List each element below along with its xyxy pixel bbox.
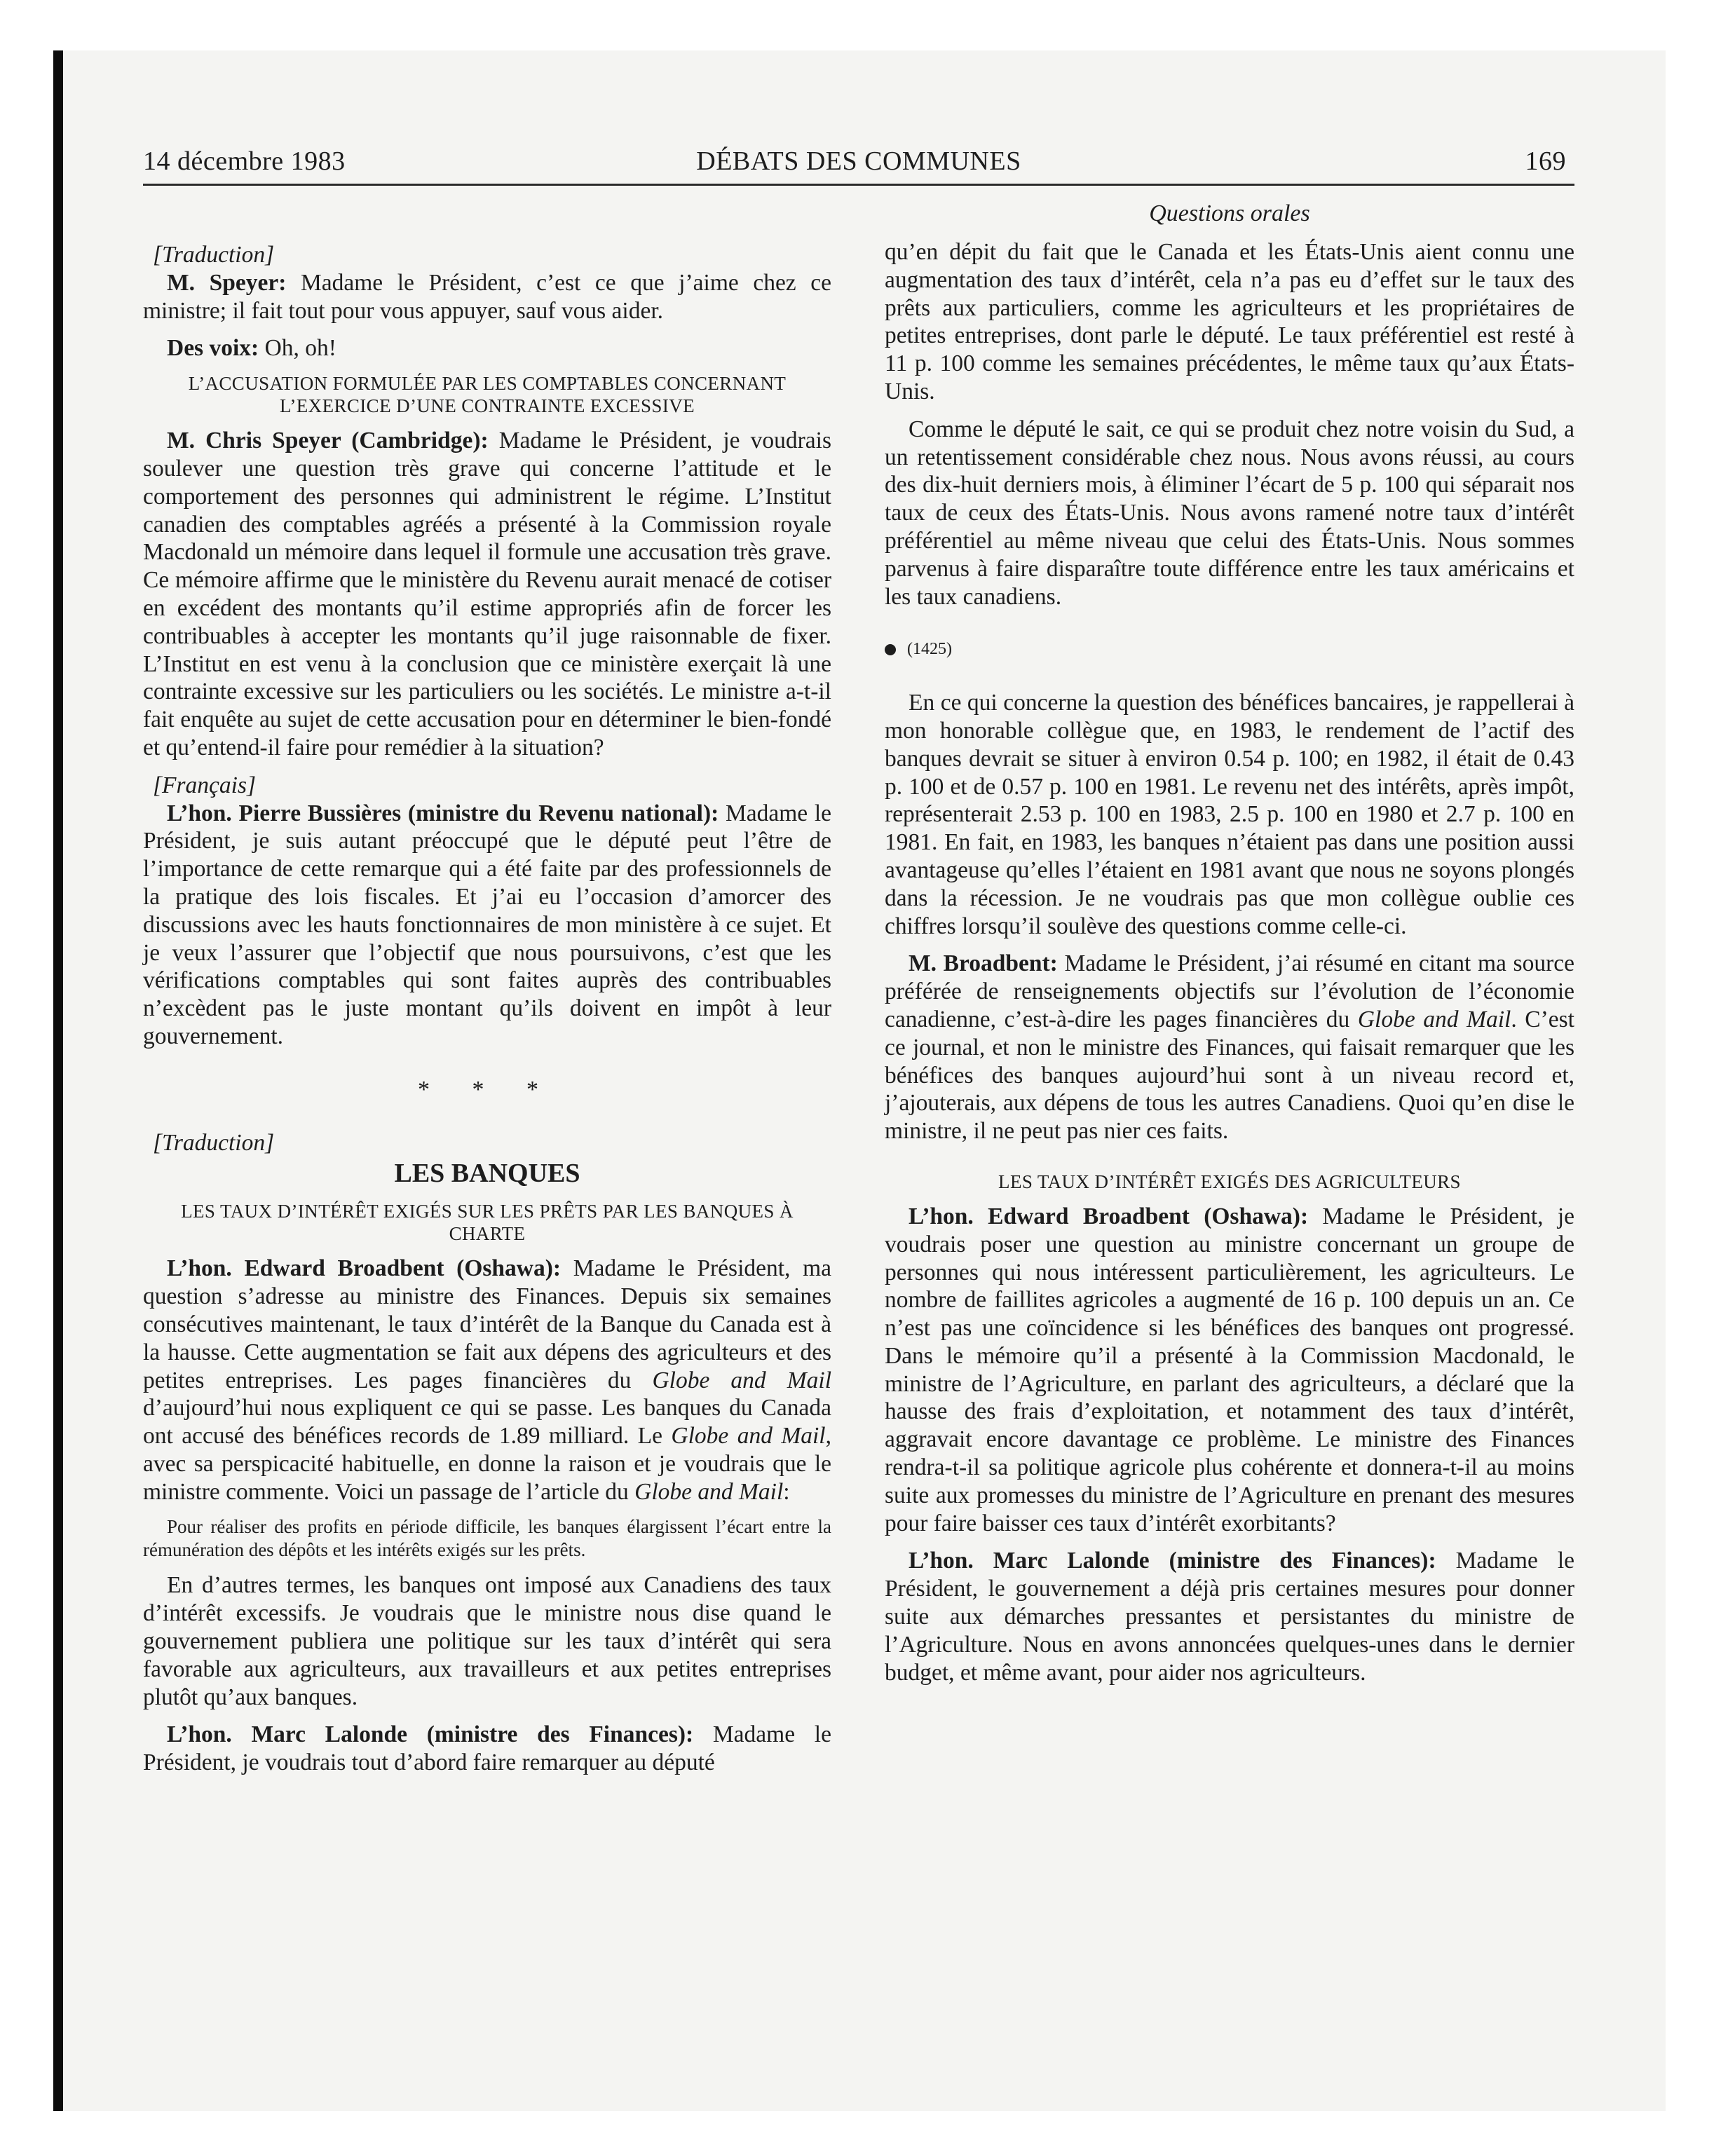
paragraph [885, 950, 1574, 1145]
header-date: 14 décembre 1983 [143, 146, 346, 176]
time-marker [885, 636, 1574, 664]
speaker-name: M. Speyer: [167, 269, 287, 296]
bullet-dot-icon [885, 644, 896, 655]
newspaper-title: Globe and Mail [671, 1423, 826, 1449]
paragraph-text: Madame le Président, j’ai résumé en citant ma source préférée de renseignements objectifs sur l’évolution de l’économie canadienne, c’est-à-dire les pages financières du [885, 950, 1574, 1032]
paragraph [143, 1255, 831, 1506]
paragraph-text: Madame le Président, je voudrais poser une question au ministre concernant un groupe de personnes qui nous intéressent particulièrement, les agriculteurs. Le nombre de faillites agricoles a augmenté de 16 p. 100 depuis un an. Ce n’est pas une coïncidence si les bénéfices des banques ont progressé. Dans le mémoire qu’il a présenté à la Commission Macdonald, le ministre de l’Agriculture, en parlant des agriculteurs, a déclaré que la hausse des frais d’exploitation, et notamment des taux d’intérêt, aggravait encore davantage ce problème. Le ministre des Finances rendra-t-il sa politique agricole plus cohérente et donnera-t-il au moins suite aux promesses du ministre de l’Agriculture en prenant des mesures pour faire baisser ces taux d’intérêt exorbitants? [885, 1203, 1574, 1536]
speaker-name: Des voix: [167, 335, 259, 362]
paragraph-text: Madame le Président, je voudrais tout d’abord faire remarquer au député [143, 1721, 831, 1776]
speaker-name: L’hon. Pierre Bussières (ministre du Revenu national): [167, 800, 719, 826]
paragraph [143, 800, 831, 1051]
paragraph: En d’autres termes, les banques ont imposé aux Canadiens des taux d’intérêt excessifs. Je voudrais que le ministre nous dise quand le gouvernement publiera une politique sur les taux d’intérêt qui sera favorable aux agriculteurs, aux travailleurs et aux petites entreprises plutôt qu’aux banques. [143, 1572, 831, 1710]
paragraph: En ce qui concerne la question des bénéfices bancaires, je rappellerai à mon honorable collègue que, en 1983, le rendement de l’actif des banques devrait se situer à environ 0.54 p. 100; en 1982, il était de 0.43 p. 100 et de 0.57 p. 100 en 1981. Le revenu net des intérêts, après impôt, représenterait 2.53 p. 100 en 1983, 2.5 p. 100 en 1980 et 2.7 p. 100 en 1981. En fait, en 1983, les banques n’étaient pas dans une position aussi avantageuse qu’elles l’étaient en 1981 avant que nous ne soyons plongés dans la récession. Je ne voudrais pas que mon collègue oublie ces chiffres lorsqu’il soulève des questions comme celle-ci. [885, 690, 1574, 939]
paragraph [885, 1547, 1574, 1686]
translation-tag-text: Traduction [162, 242, 266, 268]
speaker-name: L’hon. Marc Lalonde (ministre des Finances): [167, 1721, 694, 1748]
scan-edge-shadow [53, 50, 63, 2111]
section-subheading: L’ACCUSATION FORMULÉE PAR LES COMPTABLES CONCERNANT L’EXERCICE D’UNE CONTRAINTE EXCESSIVE [188, 373, 787, 417]
translation-tag: [Traduction] [153, 242, 275, 268]
paragraph [143, 269, 831, 325]
paragraph [143, 1721, 831, 1777]
running-head: Questions orales [1149, 200, 1310, 226]
paragraph-text: . C’est ce journal, et non le ministre des Finances, qui faisait remarquer que les bénéfices des banques aujourd’hui sont à un niveau record et, j’ajouterais, aux dépens de tous les autres Canadiens. Quoi qu’en dise le ministre, il ne peut pas nier ces faits. [885, 1006, 1574, 1145]
right-column [885, 238, 1574, 1686]
speaker-name: M. Chris Speyer (Cambridge): [167, 428, 489, 454]
paragraph-text: Madame le Président, le gouvernement a déjà pris certaines mesures pour donner suite aux démarches pressantes et persistantes du ministre de l’Agriculture. Nous en avons annoncées quelques-unes dans le dernier budget, et même avant, pour aider nos agriculteurs. [885, 1548, 1574, 1686]
paragraph-text: Madame le Président, je suis autant préoccupé que le député peut l’être de l’importance de cette remarque qui a été faite par des professionnels de la pratique des lois fiscales. Et j’ai eu l’occasion d’amorcer des discussions avec les hauts fonctionnaires de mon ministère à ce sujet. Et je veux l’assurer que l’objectif que nous poursuivons, c’est que les vérifications comptables qui sont faites auprès des contribuables n’excèdent pas le juste montant qu’ils doivent en impôt à leur gouvernement. [143, 800, 831, 1049]
page-header [143, 146, 1574, 189]
paragraph-text: : [783, 1478, 790, 1505]
header-title: DÉBATS DES COMMUNES [696, 146, 1021, 176]
header-page-number: 169 [1525, 146, 1566, 176]
translation-tag-text: Traduction [162, 1129, 266, 1156]
header-rule [143, 184, 1574, 186]
paragraph [143, 334, 831, 362]
time-marker-text: (1425) [907, 640, 952, 659]
paragraph-text: , avec sa perspicacité habituelle, en donne la raison et je voudrais que le ministre commente. Voici un passage de l’article du [143, 1423, 831, 1505]
language-tag-text: Français [162, 772, 247, 798]
paragraph-text: d’aujourd’hui nous expliquent ce qui se passe. Les banques du Canada ont accusé des bénéfices records de 1.89 milliard. Le [143, 1395, 831, 1449]
newspaper-title: Globe and Mail [1357, 1006, 1511, 1032]
speaker-name: L’hon. Edward Broadbent (Oshawa): [167, 1255, 562, 1282]
paragraph: Comme le député le sait, ce qui se produit chez notre voisin du Sud, a un retentissement considérable chez nous. Nous avons réussi, au cours des dix-huit derniers mois, à éliminer l’écart de 5 p. 100 qui séparait nos taux de ceux des États-Unis. Nous avons ramené notre taux d’intérêt préférentiel au même niveau que celui des États-Unis. Nous sommes parvenus à faire disparaître toute différence entre les taux américains et les taux canadiens. [885, 416, 1574, 610]
newspaper-title: Globe and Mail [634, 1478, 784, 1505]
newspaper-title: Globe and Mail [652, 1367, 832, 1393]
speaker-name: L’hon. Edward Broadbent (Oshawa): [909, 1203, 1309, 1229]
paragraph: qu’en dépit du fait que le Canada et les États-Unis aient connu une augmentation des taux d’intérêt, cela n’a pas eu d’effet sur le taux des prêts aux particuliers, comme les agriculteurs et les propriétaires de petites entreprises, dont parle le député. Le taux préférentiel est resté à 11 p. 100 comme les semaines précédentes, le même taux qu’aux États-Unis. [885, 239, 1574, 404]
section-subheading: LES TAUX D’INTÉRÊT EXIGÉS DES AGRICULTEURS [998, 1171, 1461, 1192]
block-quote: Pour réaliser des profits en période difficile, les banques élargissent l’écart entre la rémunération des dépôts et les intérêts exigés sur les prêts. [143, 1516, 831, 1561]
speaker-name: L’hon. Marc Lalonde (ministre des Finances): [909, 1548, 1436, 1574]
speaker-name: M. Broadbent: [909, 950, 1058, 977]
language-tag: [Français] [153, 772, 257, 798]
paragraph-text: Madame le Président, je voudrais soulever une question très grave qui concerne l’attitude et le comportement des personnes qui administrent le régime. L’Institut canadien des comptables agréés a présenté à la Commission royale Macdonald un mémoire dans lequel il formule une accusation très grave. Ce mémoire affirme que le ministère du Revenu aurait menacé de cotiser en excédent des montants qu’il estime appropriés afin de forcer les contribuables à accepter les montants qu’il juge raisonnable de fixer. L’Institut en est venu à la conclusion que ce ministère exerçait là une contrainte excessive sur les particuliers ou les sociétés. Le ministre a-t-il fait enquête au sujet de cette accusation pour en déterminer le bien-fondé et qu’entend-il faire pour remédier à la situation? [143, 428, 831, 760]
paragraph [143, 427, 831, 762]
section-subheading: LES TAUX D’INTÉRÊT EXIGÉS SUR LES PRÊTS PAR LES BANQUES À CHARTE [181, 1201, 794, 1245]
paragraph-text: Oh, oh! [259, 335, 336, 362]
paragraph [885, 1203, 1574, 1538]
paragraph-text: Madame le Président, ma question s’adresse au ministre des Finances. Depuis six semaines consécutives maintenant, le taux d’intérêt de la Banque du Canada est à la hausse. Cette augmentation se fait aux dépens des agriculteurs et des petites entreprises. Les pages financières du [143, 1255, 831, 1393]
main-heading: LES BANQUES [394, 1159, 580, 1189]
section-separator: * * * [418, 1076, 557, 1103]
paragraph-text: Madame le Président, c’est ce que j’aime chez ce ministre; il fait tout pour vous appuyer, sauf vous aider. [143, 269, 831, 324]
left-column [143, 241, 831, 1777]
translation-tag: [Traduction] [153, 1129, 275, 1156]
